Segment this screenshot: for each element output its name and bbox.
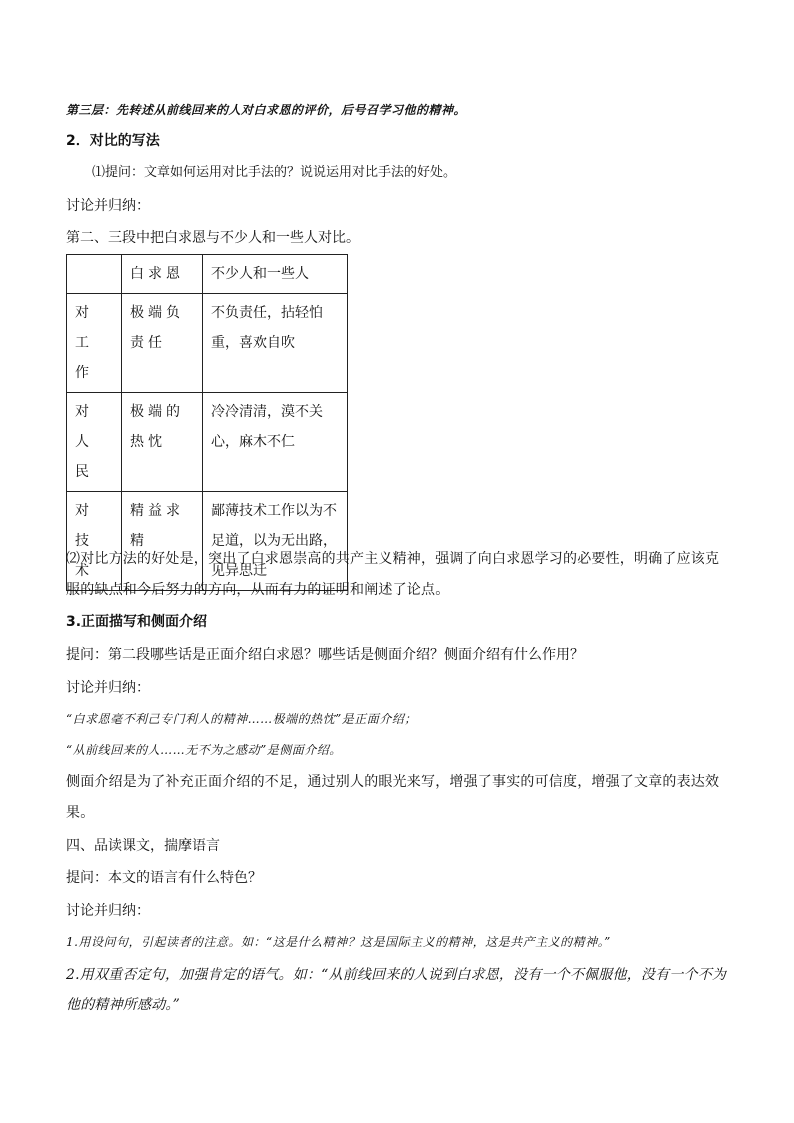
side-effect-paragraph: 侧面介绍是为了补充正面介绍的不足，通过别人的眼光来写，增强了事实的可信度，增强了文章的表达效果。 [66, 774, 720, 821]
point-1: 1.用设问句，引起读者的注意。如：“这是什么精神？这是国际主义的精神，这是共产主义的精神。” [66, 935, 611, 949]
compare-intro: 第二、三段中把白求恩与不少人和一些人对比。 [66, 230, 360, 246]
question-4: 提问：本文的语言有什么特色？ [66, 870, 262, 886]
table-cell: 冷冷清清，漠不关心，麻木不仁 [203, 393, 348, 492]
section-heading-description: 3.正面描写和侧面介绍 [66, 614, 208, 630]
discuss-label: 讨论并归纳： [66, 680, 150, 696]
table-cell: 对技术 [67, 492, 122, 591]
point-2: 2.用双重否定句，加强肯定的语气。如：“从前线回来的人说到白求恩，没有一个不佩服他，没有一个不为他的精神所感动。” [66, 967, 727, 1013]
table-cell: 极端负责任 [122, 294, 203, 393]
table-cell: 不负责任，拈轻怕重，喜欢自吹 [203, 294, 348, 393]
table-row [67, 393, 348, 492]
section-heading-contrast: 2．对比的写法 [66, 133, 160, 149]
table-header-cell: 不少人和一些人 [203, 255, 348, 294]
section-heading-language: 四、品读课文，揣摩语言 [66, 838, 220, 854]
table-cell: 鄙薄技术工作以为不足道，以为无出路，见异思迁 [203, 492, 348, 591]
comparison-table [66, 254, 348, 591]
table-row [67, 294, 348, 393]
table-cell: 对人民 [67, 393, 122, 492]
table-header-row [67, 255, 348, 294]
question-1: ⑴提问：文章如何运用对比手法的？说说运用对比手法的好处。 [92, 165, 457, 180]
table-header-cell [67, 255, 122, 294]
note-side: “从前线回来的人……无不为之感动”是侧面介绍。 [66, 743, 342, 757]
question-3: 提问：第二段哪些话是正面介绍白求恩？哪些话是侧面介绍？侧面介绍有什么作用？ [66, 647, 584, 663]
discuss-label: 讨论并归纳： [66, 198, 150, 214]
contrast-benefit-paragraph: ⑵对比方法的好处是，突出了白求恩崇高的共产主义精神，强调了向白求恩学习的必要性，明确了应该克服的缺点和今后努力的方向，从而有力的证明和阐述了论点。 [66, 551, 720, 598]
table-cell: 精益求精 [122, 492, 203, 591]
layer3-text: 第三层：先转述从前线回来的人对白求恩的评价，后号召学习他的精神。 [66, 103, 467, 117]
table-header-cell: 白求恩 [122, 255, 203, 294]
table-cell: 极端的热忱 [122, 393, 203, 492]
note-front: “白求恩毫不利己专门利人的精神……极端的热忱”是正面介绍； [66, 712, 417, 726]
discuss-label: 讨论并归纳： [66, 903, 150, 919]
table-cell: 对工作 [67, 294, 122, 393]
